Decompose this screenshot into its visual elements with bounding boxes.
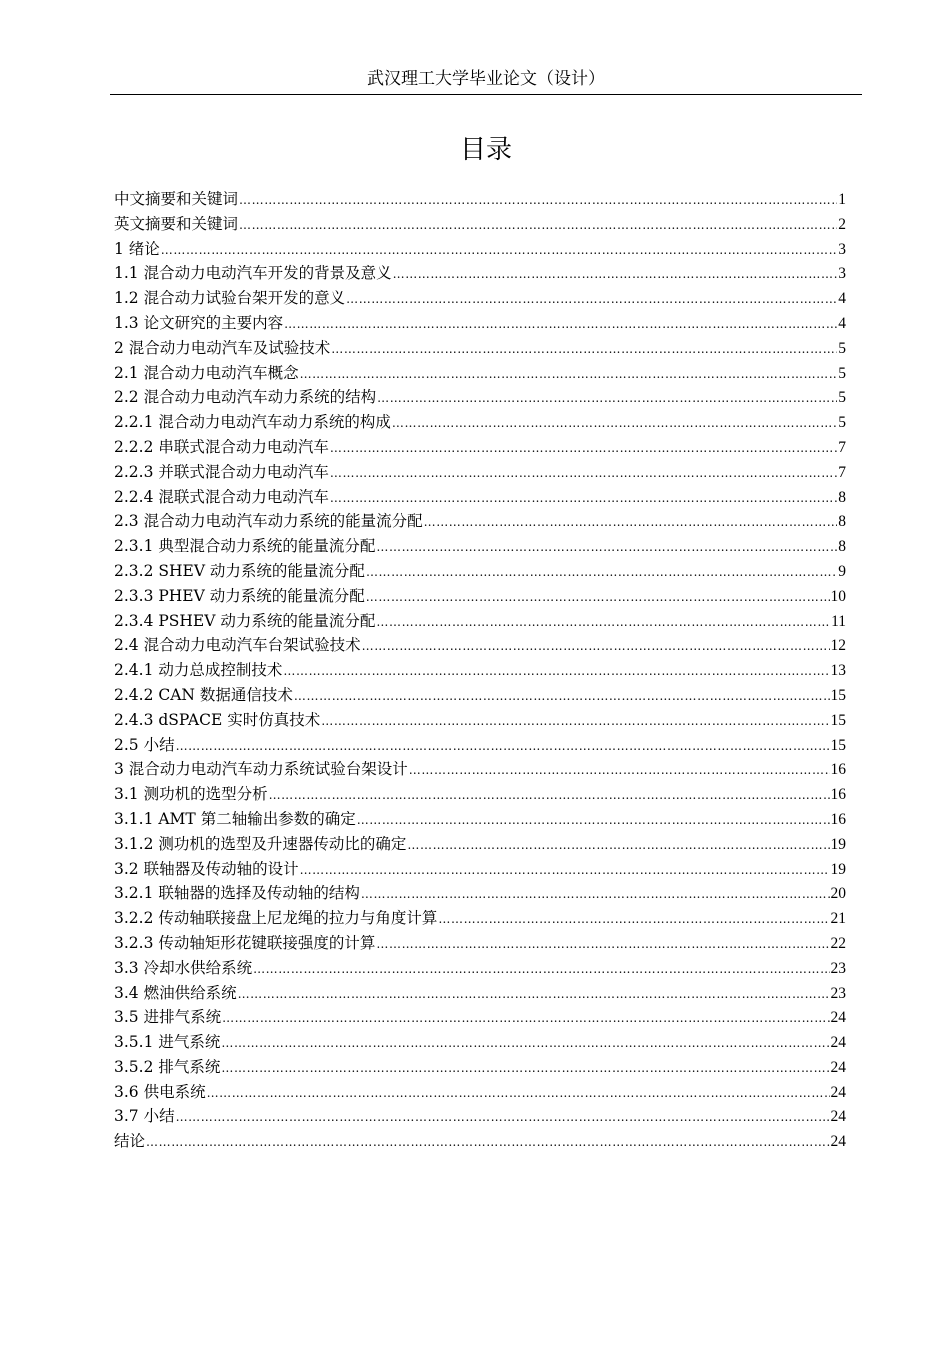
toc-entry-page-number: 24 xyxy=(830,1009,846,1027)
toc-entry-label: 3.2.3 传动轴矩形花键联接强度的计算 xyxy=(114,933,376,952)
toc-entry-page-number: 12 xyxy=(830,637,846,655)
toc-entry-label: 2.4.3 dSPACE 实时仿真技术 xyxy=(114,710,321,729)
toc-entry-label: 2 混合动力电动汽车及试验技术 xyxy=(114,338,331,357)
header-divider xyxy=(110,94,862,95)
toc-entry[interactable] xyxy=(114,832,846,857)
toc-entry-page-number: 9 xyxy=(838,562,846,580)
toc-dot-leader xyxy=(330,461,837,486)
toc-entry-page-number: 24 xyxy=(830,1034,846,1052)
toc-dot-leader xyxy=(239,188,837,213)
toc-dot-leader xyxy=(346,287,837,312)
toc-entry-page-number: 20 xyxy=(830,885,846,903)
toc-dot-leader xyxy=(300,858,830,883)
toc-entry-page-number: 4 xyxy=(838,314,846,332)
toc-dot-leader xyxy=(361,882,830,907)
toc-entry[interactable] xyxy=(114,956,846,981)
toc-entry-label: 2.1 混合动力电动汽车概念 xyxy=(114,363,299,382)
toc-entry-page-number: 23 xyxy=(830,984,846,1002)
toc-entry[interactable] xyxy=(114,733,846,758)
toc-entry[interactable] xyxy=(114,261,846,286)
page-title: 目录 xyxy=(459,135,512,165)
toc-entry-page-number: 7 xyxy=(838,463,846,481)
toc-entry[interactable] xyxy=(114,559,846,584)
toc-entry[interactable] xyxy=(114,1030,846,1055)
toc-entry-page-number: 5 xyxy=(838,364,846,382)
toc-entry[interactable] xyxy=(114,1129,846,1154)
toc-dot-leader xyxy=(239,213,837,238)
toc-entry[interactable] xyxy=(114,187,846,212)
toc-entry[interactable] xyxy=(114,212,846,237)
toc-entry-page-number: 8 xyxy=(838,488,846,506)
toc-entry-page-number: 5 xyxy=(838,414,846,432)
toc-entry[interactable] xyxy=(114,311,846,336)
toc-dot-leader xyxy=(392,411,837,436)
toc-dot-leader xyxy=(393,262,838,287)
toc-entry-label: 2.2.4 混联式混合动力电动汽车 xyxy=(114,487,329,506)
toc-entry-page-number: 10 xyxy=(830,587,846,605)
toc-dot-leader xyxy=(176,734,830,759)
toc-dot-leader xyxy=(269,783,830,808)
toc-entry-label: 1 绪论 xyxy=(114,239,160,258)
toc-entry-label: 3.2.2 传动轴联接盘上尼龙绳的拉力与角度计算 xyxy=(114,909,438,928)
toc-entry[interactable] xyxy=(114,584,846,609)
toc-entry-label: 2.3 混合动力电动汽车动力系统的能量流分配 xyxy=(114,512,423,531)
toc-entry[interactable] xyxy=(114,485,846,510)
toc-dot-leader xyxy=(366,585,830,610)
toc-entry-label: 2.4.2 CAN 数据通信技术 xyxy=(114,685,293,704)
toc-entry-page-number: 15 xyxy=(830,686,846,704)
toc-entry[interactable] xyxy=(114,385,846,410)
toc-entry-page-number: 21 xyxy=(830,910,846,928)
toc-entry-label: 3.5 进排气系统 xyxy=(114,1008,222,1027)
toc-dot-leader xyxy=(294,684,830,709)
table-of-contents xyxy=(114,187,846,1154)
toc-dot-leader xyxy=(409,758,830,783)
toc-entry-label: 2.2 混合动力电动汽车动力系统的结构 xyxy=(114,388,377,407)
toc-dot-leader xyxy=(222,1006,829,1031)
toc-entry-label: 2.2.2 串联式混合动力电动汽车 xyxy=(114,437,329,456)
toc-entry[interactable] xyxy=(114,757,846,782)
toc-entry[interactable] xyxy=(114,286,846,311)
toc-entry-label: 3.4 燃油供给系统 xyxy=(114,983,237,1002)
toc-entry[interactable] xyxy=(114,509,846,534)
toc-dot-leader xyxy=(331,337,837,362)
toc-entry-label: 2.3.4 PSHEV 动力系统的能量流分配 xyxy=(114,611,376,630)
toc-entry-label: 2.2.3 并联式混合动力电动汽车 xyxy=(114,462,329,481)
toc-entry-label: 结论 xyxy=(114,1132,146,1151)
toc-entry[interactable] xyxy=(114,1005,846,1030)
toc-entry-label: 3.2 联轴器及传动轴的设计 xyxy=(114,859,299,878)
toc-entry-page-number: 24 xyxy=(830,1058,846,1076)
toc-dot-leader xyxy=(253,957,829,982)
toc-dot-leader xyxy=(376,535,837,560)
toc-dot-leader xyxy=(300,362,838,387)
toc-entry-page-number: 1 xyxy=(838,191,846,208)
toc-entry-label: 3.5.2 排气系统 xyxy=(114,1057,221,1076)
toc-dot-leader xyxy=(376,610,830,635)
toc-dot-leader xyxy=(376,932,829,957)
toc-entry[interactable] xyxy=(114,981,846,1006)
toc-entry-label: 3.1.1 AMT 第二轴输出参数的确定 xyxy=(114,809,356,828)
toc-entry-page-number: 23 xyxy=(830,959,846,977)
toc-entry-page-number: 7 xyxy=(838,438,846,456)
toc-entry-label: 3.1 测功机的选型分析 xyxy=(114,785,268,804)
toc-dot-leader xyxy=(362,634,830,659)
toc-entry[interactable] xyxy=(114,683,846,708)
toc-dot-leader xyxy=(330,486,837,511)
toc-entry-page-number: 8 xyxy=(838,513,846,531)
toc-entry[interactable] xyxy=(114,807,846,832)
toc-entry-page-number: 16 xyxy=(830,810,846,828)
toc-entry-label: 2.4 混合动力电动汽车台架试验技术 xyxy=(114,636,361,655)
toc-entry[interactable] xyxy=(114,336,846,361)
toc-entry-page-number: 24 xyxy=(830,1133,846,1151)
toc-dot-leader xyxy=(221,1031,829,1056)
toc-entry-label: 2.5 小结 xyxy=(114,735,175,754)
toc-entry[interactable] xyxy=(114,237,846,262)
toc-entry[interactable] xyxy=(114,609,846,634)
toc-dot-leader xyxy=(366,560,837,585)
toc-entry[interactable] xyxy=(114,658,846,683)
toc-entry[interactable] xyxy=(114,1080,846,1105)
toc-dot-leader xyxy=(207,1081,830,1106)
toc-dot-leader xyxy=(161,238,837,263)
toc-entry-page-number: 15 xyxy=(830,736,846,754)
toc-entry-page-number: 19 xyxy=(830,835,846,853)
toc-entry[interactable] xyxy=(114,906,846,931)
toc-entry[interactable] xyxy=(114,1055,846,1080)
toc-entry-label: 2.4.1 动力总成控制技术 xyxy=(114,661,283,680)
toc-entry-label: 3.7 小结 xyxy=(114,1107,175,1126)
toc-dot-leader xyxy=(176,1105,830,1130)
toc-entry[interactable] xyxy=(114,857,846,882)
toc-entry-page-number: 19 xyxy=(830,860,846,878)
toc-entry-label: 英文摘要和关键词 xyxy=(114,214,239,233)
toc-entry-page-number: 11 xyxy=(831,612,846,630)
toc-dot-leader xyxy=(283,659,829,684)
toc-entry-page-number: 22 xyxy=(830,934,846,952)
toc-entry-label: 2.3.3 PHEV 动力系统的能量流分配 xyxy=(114,586,365,605)
toc-dot-leader xyxy=(357,808,830,833)
toc-entry-page-number: 13 xyxy=(830,662,846,680)
toc-entry-page-number: 16 xyxy=(830,786,846,804)
toc-entry[interactable] xyxy=(114,361,846,386)
toc-entry-page-number: 3 xyxy=(838,240,846,258)
toc-dot-leader xyxy=(321,709,829,734)
toc-entry-label: 3.5.1 进气系统 xyxy=(114,1033,221,1052)
toc-dot-leader xyxy=(238,982,830,1007)
toc-entry-page-number: 16 xyxy=(830,761,846,779)
toc-dot-leader xyxy=(438,907,829,932)
toc-dot-leader xyxy=(146,1130,829,1155)
toc-entry[interactable] xyxy=(114,1104,846,1129)
toc-entry-label: 2.3.1 典型混合动力系统的能量流分配 xyxy=(114,537,376,556)
page-header: 武汉理工大学毕业论文（设计） xyxy=(367,69,605,89)
toc-dot-leader xyxy=(330,436,837,461)
toc-entry-page-number: 15 xyxy=(830,711,846,729)
toc-entry-page-number: 5 xyxy=(838,389,846,407)
toc-entry[interactable] xyxy=(114,708,846,733)
toc-entry-label: 3.6 供电系统 xyxy=(114,1082,206,1101)
toc-entry-label: 1.1 混合动力电动汽车开发的背景及意义 xyxy=(114,264,392,283)
toc-entry-label: 2.3.2 SHEV 动力系统的能量流分配 xyxy=(114,561,365,580)
toc-entry[interactable] xyxy=(114,534,846,559)
toc-entry-label: 1.2 混合动力试验台架开发的意义 xyxy=(114,289,346,308)
toc-dot-leader xyxy=(424,510,838,535)
toc-entry[interactable] xyxy=(114,782,846,807)
toc-entry-label: 3.3 冷却水供给系统 xyxy=(114,958,253,977)
toc-dot-leader xyxy=(284,312,837,337)
toc-entry-page-number: 4 xyxy=(838,290,846,308)
toc-entry[interactable] xyxy=(114,881,846,906)
toc-entry-label: 3 混合动力电动汽车动力系统试验台架设计 xyxy=(114,760,408,779)
toc-entry-label: 中文摘要和关键词 xyxy=(114,190,239,208)
toc-entry-page-number: 2 xyxy=(838,215,846,233)
toc-dot-leader xyxy=(221,1056,829,1081)
toc-entry-label: 1.3 论文研究的主要内容 xyxy=(114,313,284,332)
toc-entry-page-number: 8 xyxy=(838,538,846,556)
toc-entry-label: 2.2.1 混合动力电动汽车动力系统的构成 xyxy=(114,413,391,432)
toc-dot-leader xyxy=(407,833,829,858)
toc-entry-label: 3.1.2 测功机的选型及升速器传动比的确定 xyxy=(114,834,407,853)
toc-entry-page-number: 24 xyxy=(830,1108,846,1126)
toc-entry[interactable] xyxy=(114,435,846,460)
toc-entry[interactable] xyxy=(114,931,846,956)
toc-entry-label: 3.2.1 联轴器的选择及传动轴的结构 xyxy=(114,884,360,903)
toc-entry-page-number: 3 xyxy=(838,265,846,283)
toc-entry-page-number: 24 xyxy=(830,1083,846,1101)
toc-entry[interactable] xyxy=(114,633,846,658)
toc-entry[interactable] xyxy=(114,410,846,435)
toc-entry[interactable] xyxy=(114,460,846,485)
toc-entry-page-number: 5 xyxy=(838,339,846,357)
toc-dot-leader xyxy=(377,386,837,411)
